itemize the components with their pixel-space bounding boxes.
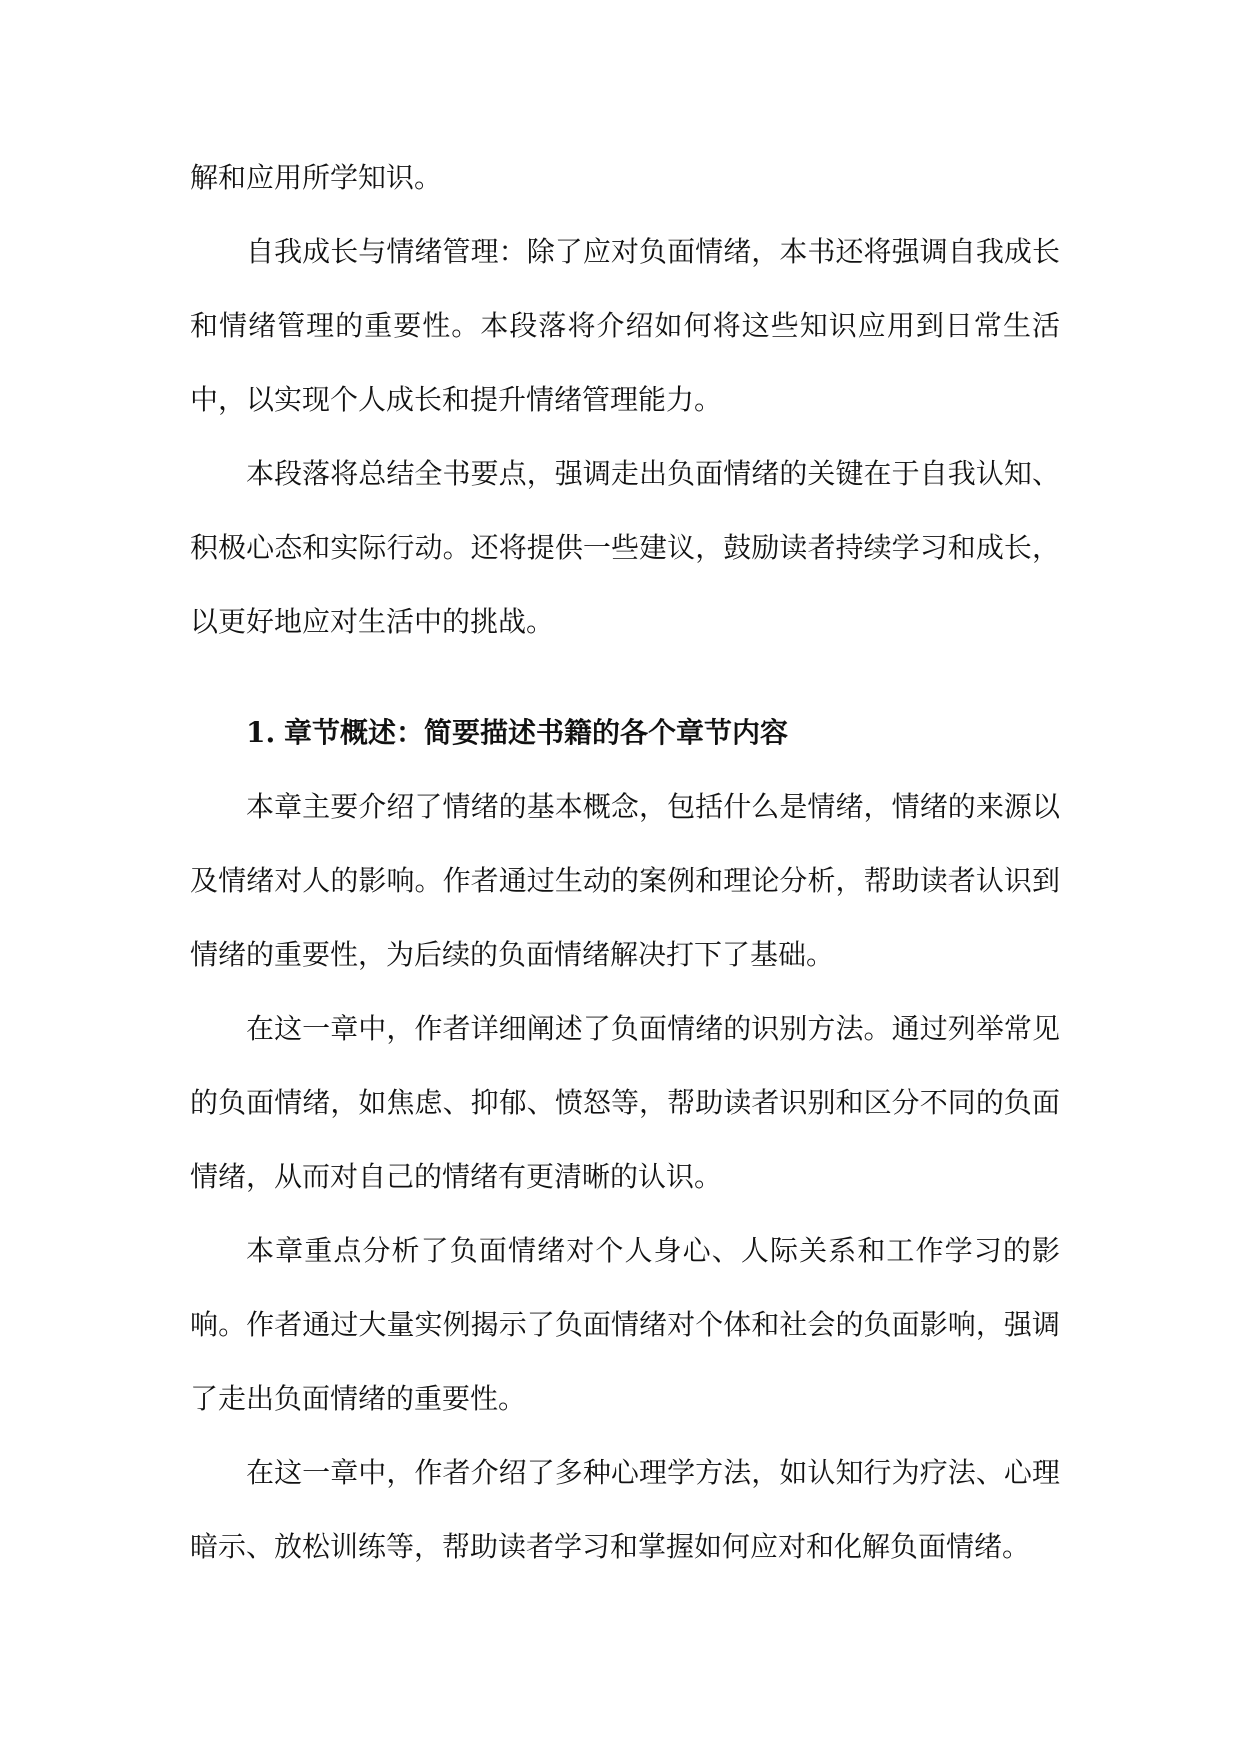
paragraph-chapter-methods: 在这一章中，作者介绍了多种心理学方法，如认知行为疗法、心理暗示、放松训练等，帮助读者学习和掌握如何应对和化解负面情绪。 [190, 1456, 1060, 1563]
section-heading-number: 1. [246, 716, 276, 749]
section-heading [190, 696, 1060, 770]
section-heading-text: 章节概述：简要描述书籍的各个章节内容 [284, 716, 789, 749]
paragraph-summary: 本段落将总结全书要点，强调走出负面情绪的关键在于自我认知、积极心态和实际行动。还将提供一些建议，鼓励读者持续学习和成长，以更好地应对生活中的挑战。 [190, 457, 1060, 638]
paragraph-chapter-impact: 本章重点分析了负面情绪对个人身心、人际关系和工作学习的影响。作者通过大量实例揭示了负面情绪对个体和社会的负面影响，强调了走出负面情绪的重要性。 [190, 1234, 1060, 1415]
paragraph-chapter-emotion-basics: 本章主要介绍了情绪的基本概念，包括什么是情绪，情绪的来源以及情绪对人的影响。作者通过生动的案例和理论分析，帮助读者认识到情绪的重要性，为后续的负面情绪解决打下了基础。 [190, 790, 1060, 971]
paragraph-self-growth: 自我成长与情绪管理：除了应对负面情绪，本书还将强调自我成长和情绪管理的重要性。本段落将介绍如何将这些知识应用到日常生活中，以实现个人成长和提升情绪管理能力。 [190, 235, 1060, 416]
page-body [190, 141, 1060, 1584]
paragraph-chapter-identification: 在这一章中，作者详细阐述了负面情绪的识别方法。通过列举常见的负面情绪，如焦虑、抑郁、愤怒等，帮助读者识别和区分不同的负面情绪，从而对自己的情绪有更清晰的认识。 [190, 1012, 1060, 1193]
paragraph-continuation: 解和应用所学知识。 [190, 161, 443, 194]
